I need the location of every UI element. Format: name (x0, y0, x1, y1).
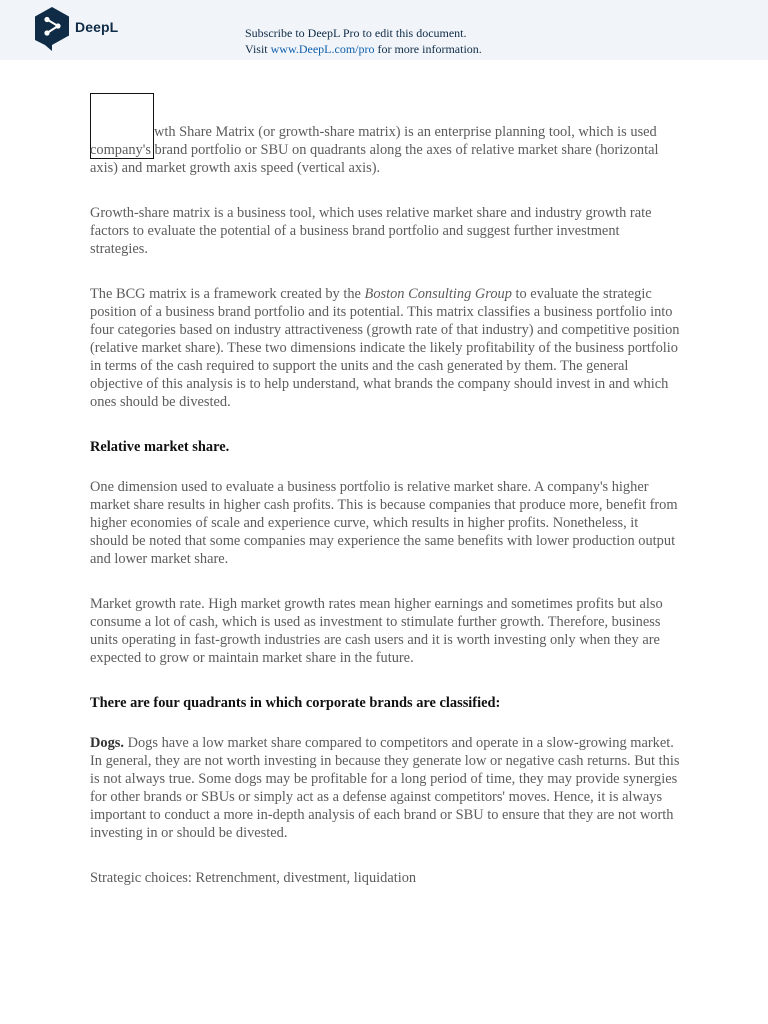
paragraph-relative-market-share: One dimension used to evaluate a business portfolio is relative market share. A company's higher market share results in higher cash profits. This is because companies that produce more, benefit from higher economies of scale and experience curve, which results in higher profits. Nonetheless, it should be noted that some companies may experience the same benefits with lower production output and lower market share. (90, 479, 678, 567)
dogs-label: Dogs. (90, 735, 124, 751)
paragraph-growth-share: Growth-share matrix is a business tool, which uses relative market share and industry growth rate factors to evaluate the potential of a business brand portfolio and suggest further investment strategies. (90, 205, 652, 257)
deepl-pro-link[interactable]: www.DeepL.com/pro (270, 42, 375, 56)
deepl-logo-icon (33, 6, 71, 52)
subscribe-line: Subscribe to DeepL Pro to edit this document. (245, 26, 467, 40)
paragraph-intro: wth Share Matrix (or growth-share matrix) is an enterprise planning tool, which is used company's brand portfolio or SBU on quadrants along the axes of relative market share (horizontal axis) and market growth axis speed (vertical axis). (90, 124, 700, 176)
paragraph-market-growth-rate: Market growth rate. High market growth rates mean higher earnings and sometimes profits but also consume a lot of cash, which is used as investment to stimulate further growth. Therefore, business units operating in fast-growth industries are cash users and it is worth investing only when they are expected to grow or maintain market share in the future. (90, 596, 663, 666)
visit-suffix: for more information. (374, 42, 482, 56)
deepl-logo-text: DeepL (75, 18, 119, 35)
visit-prefix: Visit (245, 42, 271, 56)
heading-relative-market-share: Relative market share. (90, 439, 230, 455)
deepl-logo[interactable] (33, 6, 118, 52)
bcg-company-name: Boston Consulting Group (364, 286, 512, 302)
subscribe-message (245, 25, 482, 57)
heading-four-quadrants: There are four quadrants in which corporate brands are classified: (90, 695, 501, 711)
bcg-text-before: The BCG matrix is a framework created by the (90, 286, 365, 302)
dogs-text: Dogs have a low market share compared to competitors and operate in a slow-growing market. In general, they are not worth investing in because they generate low or negative cash returns. But this is not always true. Some dogs may be profitable for a long period of time, they may provide synergies for other brands or SBUs or simply act as a defense against competitors' moves. Hence, it is always important to conduct a more in-depth analysis of each brand or SBU to ensure that they are not worth investing in or should be divested. (90, 735, 680, 841)
paragraph-strategic-choices: Strategic choices: Retrenchment, divestment, liquidation (90, 870, 417, 886)
bcg-text-after: to evaluate the strategic position of a business brand portfolio and its potential. This matrix classifies a business portfolio into four categories based on industry attractiveness (growth rate of that industry) and competitive position (relative market share). These two dimensions indicate the likely profitability of the business portfolio in terms of the cash required to support the units and the cash generated by them. The general objective of this analysis is to help understand, what brands the company should invest in and which ones should be divested. (90, 286, 680, 410)
visit-line (245, 41, 482, 57)
document-body (90, 123, 700, 887)
paragraph-bcg-matrix (90, 285, 680, 411)
deepl-banner (0, 0, 768, 60)
paragraph-dogs (90, 734, 680, 842)
